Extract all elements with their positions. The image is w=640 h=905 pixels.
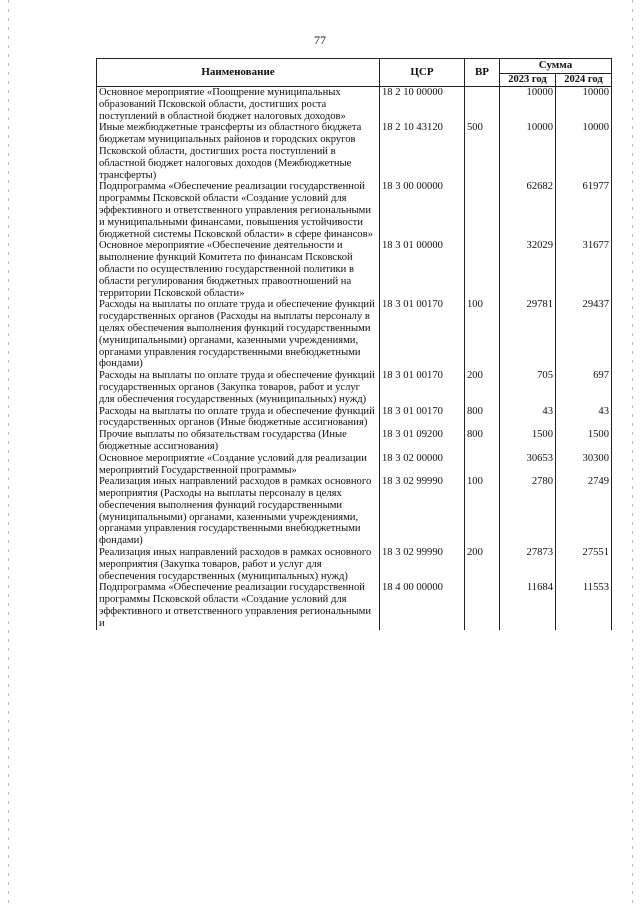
row-csr: 18 3 01 00170: [380, 299, 465, 370]
row-sum-2024: 27551: [556, 547, 612, 582]
table-row: [97, 181, 612, 240]
row-name: Основное мероприятие «Создание условий для реализации мероприятий Государственной программы»: [97, 453, 380, 477]
row-sum-2023: 1500: [500, 429, 556, 453]
row-sum-2023: 30653: [500, 453, 556, 477]
row-sum-2024: 1500: [556, 429, 612, 453]
row-sum-2024: 61977: [556, 181, 612, 240]
row-name: Реализация иных направлений расходов в рамках основного мероприятия (Закупка товаров, работ и услуг для обеспечения государственных (муниципальных) нужд): [97, 547, 380, 582]
row-name: Подпрограмма «Обеспечение реализации государственной программы Псковской области «Создание условий для эффективного и ответственного управления региональными и муниципальными финансами, повышения устойчивости бюджетной системы Псковской области» в сфере финансов»: [97, 181, 380, 240]
row-csr: 18 3 01 00170: [380, 370, 465, 405]
row-vr: 800: [465, 406, 500, 430]
row-vr: [465, 453, 500, 477]
row-sum-2024: 2749: [556, 476, 612, 547]
table-row: [97, 240, 612, 299]
row-sum-2024: 11553: [556, 582, 612, 629]
budget-table: [96, 58, 612, 630]
row-vr: 800: [465, 429, 500, 453]
scan-edge-right: [632, 0, 633, 905]
header-year-2024: 2024 год: [556, 73, 612, 86]
row-vr: 500: [465, 122, 500, 181]
header-name: Наименование: [97, 59, 380, 87]
row-sum-2023: 10000: [500, 87, 556, 123]
table-row: [97, 370, 612, 405]
row-name: Реализация иных направлений расходов в рамках основного мероприятия (Расходы на выплаты персоналу в целях обеспечения выполнения функций государственными (муниципальными) органами, казенными учреждениями, органами управления государственными внебюджетными фондами): [97, 476, 380, 547]
row-sum-2023: 43: [500, 406, 556, 430]
row-vr: 200: [465, 370, 500, 405]
row-vr: [465, 582, 500, 629]
row-vr: [465, 240, 500, 299]
row-sum-2024: 43: [556, 406, 612, 430]
row-vr: [465, 87, 500, 123]
row-name: Основное мероприятие «Поощрение муниципальных образований Псковской области, достигших роста поступлений в областной бюджет налоговых доходов»: [97, 87, 380, 123]
table-row: [97, 429, 612, 453]
row-sum-2024: 29437: [556, 299, 612, 370]
row-csr: 18 3 01 00000: [380, 240, 465, 299]
row-csr: 18 3 01 00170: [380, 406, 465, 430]
row-name: Подпрограмма «Обеспечение реализации государственной программы Псковской области «Создание условий для эффективного и ответственного управления региональными и: [97, 582, 380, 629]
row-vr: 100: [465, 476, 500, 547]
row-csr: 18 3 01 09200: [380, 429, 465, 453]
row-vr: 200: [465, 547, 500, 582]
header-vr: ВР: [465, 59, 500, 87]
row-csr: 18 2 10 43120: [380, 122, 465, 181]
row-csr: 18 3 02 00000: [380, 453, 465, 477]
row-name: Основное мероприятие «Обеспечение деятельности и выполнение функций Комитета по финансам Псковской области по осуществлению государственной политики в области регулирования бюджетных правоотношений на территории Псковской области»: [97, 240, 380, 299]
table-row: [97, 122, 612, 181]
row-sum-2024: 31677: [556, 240, 612, 299]
row-csr: 18 3 02 99990: [380, 476, 465, 547]
row-sum-2023: 11684: [500, 582, 556, 629]
row-name: Расходы на выплаты по оплате труда и обеспечение функций государственных органов (Закупка товаров, работ и услуг для обеспечения государственных (муниципальных) нужд): [97, 370, 380, 405]
scan-edge-left: [8, 0, 9, 905]
row-sum-2023: 27873: [500, 547, 556, 582]
row-sum-2023: 705: [500, 370, 556, 405]
row-vr: 100: [465, 299, 500, 370]
table-row: [97, 299, 612, 370]
row-sum-2023: 2780: [500, 476, 556, 547]
table-row: [97, 453, 612, 477]
row-csr: 18 3 00 00000: [380, 181, 465, 240]
row-csr: 18 2 10 00000: [380, 87, 465, 123]
header-year-2023: 2023 год: [500, 73, 556, 86]
table-row: [97, 582, 612, 629]
header-sum: Сумма: [500, 59, 612, 74]
row-sum-2024: 30300: [556, 453, 612, 477]
row-csr: 18 3 02 99990: [380, 547, 465, 582]
table-row: [97, 87, 612, 123]
row-sum-2023: 29781: [500, 299, 556, 370]
row-name: Прочие выплаты по обязательствам государства (Иные бюджетные ассигнования): [97, 429, 380, 453]
table-body: [97, 87, 612, 630]
table-row: [97, 476, 612, 547]
row-vr: [465, 181, 500, 240]
row-sum-2024: 697: [556, 370, 612, 405]
row-name: Расходы на выплаты по оплате труда и обеспечение функций государственных органов (Иные бюджетные ассигнования): [97, 406, 380, 430]
row-csr: 18 4 00 00000: [380, 582, 465, 629]
page-number: 77: [314, 33, 326, 47]
row-sum-2023: 10000: [500, 122, 556, 181]
row-sum-2024: 10000: [556, 122, 612, 181]
row-name: Расходы на выплаты по оплате труда и обеспечение функций государственных органов (Расходы на выплаты персоналу в целях обеспечения выполнения функций государственными (муниципальными) органами, казенными учреждениями, органами управления государственными внебюджетными фондами): [97, 299, 380, 370]
table-row: [97, 406, 612, 430]
row-sum-2023: 62682: [500, 181, 556, 240]
header-csr: ЦСР: [380, 59, 465, 87]
table-row: [97, 547, 612, 582]
row-sum-2023: 32029: [500, 240, 556, 299]
row-sum-2024: 10000: [556, 87, 612, 123]
row-name: Иные межбюджетные трансферты из областного бюджета бюджетам муниципальных районов и городских округов Псковской области, достигших роста поступлений в областной бюджет налоговых доходов (Межбюджетные трансферты): [97, 122, 380, 181]
